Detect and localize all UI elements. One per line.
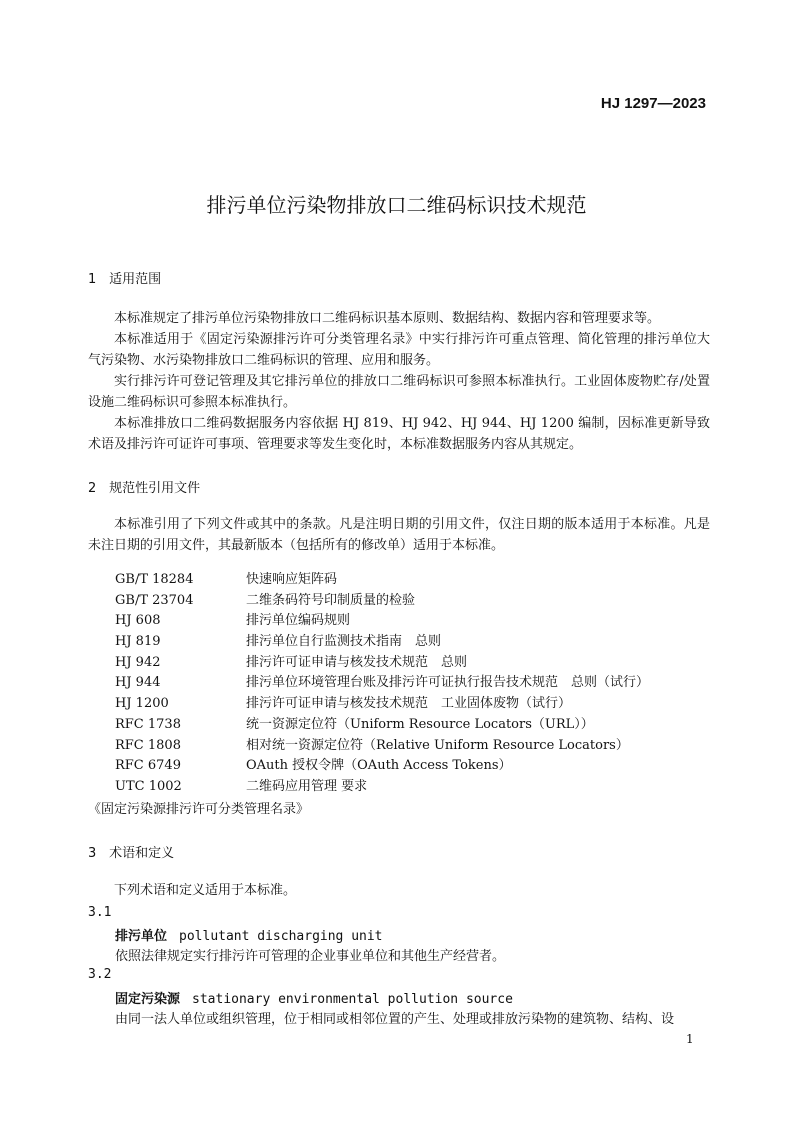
term-english: pollutant discharging unit [179, 929, 383, 944]
reference-name: 排污单位编码规则 [246, 613, 351, 629]
reference-name: 排污许可证申请与核发技术规范 工业固体废物（试行） [246, 696, 572, 712]
term-heading [115, 925, 383, 944]
section-1-body [88, 308, 710, 455]
section-title: 术语和定义 [109, 846, 175, 861]
reference-row [115, 591, 649, 612]
term-number: 3.1 [88, 905, 112, 920]
reference-code: GB/T 23704 [115, 592, 194, 608]
paragraph: 本标准引用了下列文件或其中的条款。凡是注明日期的引用文件，仅注日期的版本适用于本标准。凡是未注日期的引用文件，其最新版本（包括所有的修改单）适用于本标准。 [88, 517, 710, 553]
reference-code: RFC 1738 [115, 716, 181, 732]
reference-code: UTC 1002 [115, 778, 182, 794]
page-number: 1 [686, 1032, 694, 1046]
term-chinese: 固定污染源 [115, 992, 181, 1007]
section-3-body [88, 880, 710, 901]
reference-name: 排污单位环境管理台账及排污许可证执行报告技术规范 总则（试行） [246, 675, 650, 691]
reference-name: 统一资源定位符（Uniform Resource Locators（URL）） [246, 716, 594, 732]
section-number: 2 [88, 481, 97, 496]
term-chinese: 排污单位 [115, 929, 168, 944]
reference-row [115, 715, 649, 736]
reference-code: HJ 942 [115, 654, 161, 670]
section-number: 1 [88, 272, 97, 287]
paragraph: 本标准排放口二维码数据服务内容依据 HJ 819、HJ 942、HJ 944、HJ 1200 编制，因标准更新导致术语及排污许可证许可事项、管理要求等发生变化时，本标准数据服务内容从其规定。 [88, 416, 710, 452]
term-number: 3.2 [88, 967, 112, 982]
reference-name: 二维码应用管理 要求 [246, 778, 368, 794]
reference-row [115, 632, 649, 653]
reference-row [115, 653, 649, 674]
section-2-heading [88, 477, 200, 496]
section-2-body [88, 514, 710, 556]
reference-name: 排污许可证申请与核发技术规范 总则 [246, 654, 468, 670]
reference-code: HJ 819 [115, 634, 161, 650]
reference-code: RFC 6749 [115, 758, 181, 774]
term-definition: 由同一法人单位或组织管理，位于相同或相邻位置的产生、处理或排放污染物的建筑物、结构、设 [115, 1012, 675, 1027]
reference-code: RFC 1808 [115, 737, 181, 753]
reference-name: 排污单位自行监测技术指南 总则 [246, 634, 442, 650]
paragraph: 实行排污许可登记管理及其它排污单位的排放口二维码标识可参照本标准执行。工业固体废物贮存/处置设施二维码标识可参照本标准执行。 [88, 374, 710, 410]
reference-code: HJ 944 [115, 675, 161, 691]
paragraph: 本标准规定了排污单位污染物排放口二维码标识基本原则、数据结构、数据内容和管理要求等。 [114, 311, 661, 326]
term-heading [115, 988, 513, 1007]
reference-name: 二维条码符号印制质量的检验 [246, 592, 416, 608]
reference-code: HJ 1200 [115, 696, 169, 712]
reference-name: 相对统一资源定位符（Relative Uniform Resource Locators） [246, 737, 629, 753]
section-3-heading [88, 842, 174, 861]
paragraph: 本标准适用于《固定污染源排污许可分类管理名录》中实行排污许可重点管理、简化管理的排污单位大气污染物、水污染物排放口二维码标识的管理、应用和服务。 [88, 332, 710, 368]
term-english: stationary environmental pollution source [192, 992, 513, 1007]
document-title: 排污单位污染物排放口二维码标识技术规范 [206, 193, 587, 217]
reference-code: HJ 608 [115, 613, 161, 629]
reference-list [115, 570, 649, 798]
section-number: 3 [88, 846, 97, 861]
reference-name: 快速响应矩阵码 [246, 572, 338, 587]
reference-row [115, 736, 649, 757]
reference-row [115, 673, 649, 694]
paragraph: 下列术语和定义适用于本标准。 [114, 883, 297, 898]
standard-code: HJ 1297—2023 [600, 95, 706, 112]
reference-row [115, 756, 649, 777]
section-1-heading [88, 268, 161, 287]
term-definition: 依照法律规定实行排污许可管理的企业事业单位和其他生产经营者。 [115, 949, 506, 964]
reference-directory: 《固定污染源排污许可分类管理名录》 [88, 802, 310, 817]
reference-row [115, 777, 649, 798]
reference-row [115, 570, 649, 591]
reference-code: GB/T 18284 [115, 572, 194, 587]
section-title: 规范性引用文件 [109, 481, 201, 496]
section-title: 适用范围 [109, 272, 162, 287]
reference-name: OAuth 授权令牌（OAuth Access Tokens） [246, 758, 512, 774]
reference-row [115, 694, 649, 715]
reference-row [115, 611, 649, 632]
